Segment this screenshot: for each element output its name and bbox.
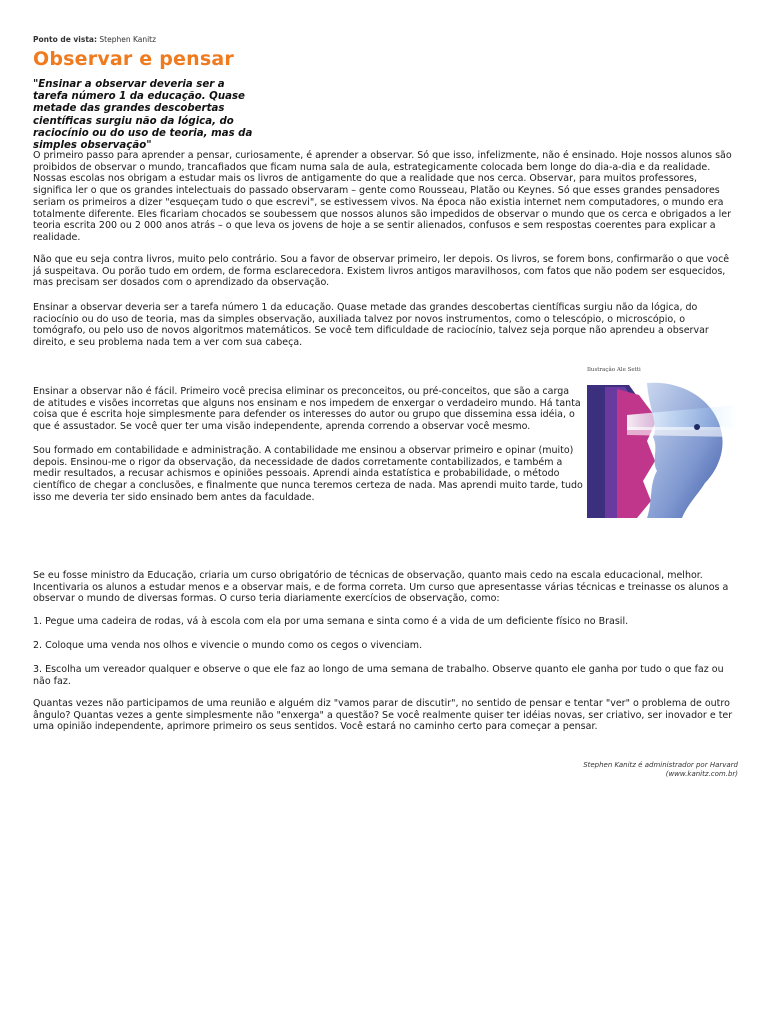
paragraph-2: Não que eu seja contra livros, muito pelo contrário. Sou a favor de observar primeiro, ler depois. Os livros, se forem bons, confirmarão o que você já suspeitava. Ou porão tudo em ordem, de forma esclarecedora. Existem livros antigos maravilhosos, com fatos que não podem ser esquecidos, mas precisam ser dosados com o aprendizado da observação. <box>33 254 730 289</box>
paragraph-5: Sou formado em contabilidade e administração. A contabilidade me ensinou a observar primeiro e opinar (muito) depois. Ensinou-me o rigor da observação, da necessidade de dados corretamente contabilizados, e também a medir resultados, a recusar achismos e opiniões pessoais. Aprendi ainda estatística e probabilidade, o método científico de chegar a conclusões, e finalmente que nunca teremos certeza de nada. Mas aprendi muito tarde, tudo isso me deveria ter sido ensinado bem antes da faculdade. <box>33 445 583 503</box>
signature-line-1: Stephen Kanitz é administrador por Harvard <box>583 761 738 769</box>
signature-line-2: (www.kanitz.com.br) <box>665 770 738 778</box>
byline-label: Ponto de vista: <box>33 35 97 44</box>
byline <box>33 35 156 44</box>
face-profile-image <box>587 375 737 518</box>
paragraph-1: O primeiro passo para aprender a pensar, curiosamente, é aprender a observar. Só que isso, infelizmente, não é ensinado. Hoje nossos alunos são proibidos de observar o mundo, trancafiados que ficam numa sala de aula, estrategicamente colocada bem longe do dia-a-dia e da realidade. Nossas escolas nos obrigam a estudar mais os livros de antigamente do que a realidade que nos cerca. Observar, para muitos professores, significa ler o que os grandes intelectuais do passado observaram – gente como Rousseau, Platão ou Keynes. Só que esses grandes pensadores seriam os primeiros a dizer "esqueçam tudo o que escrevi", se estivessem vivos. Na época não existia internet nem computadores, o mundo era totalmente diferente. Eles ficariam chocados se soubessem que nossos alunos são impedidos de observar o mundo que os cerca e obrigados a ler teoria escrita 200 ou 2 000 anos atrás – o que leva os jovens de hoje a se sentir alienados, confusos e sem respostas coerentes para explicar a realidade. <box>33 150 732 243</box>
pull-quote: "Ensinar a observar deveria ser a tarefa número 1 da educação. Quase metade das grandes descobertas científicas surgiu não da lógica, do raciocínio ou do uso de teoria, mas da simples observação" <box>33 79 253 152</box>
author-signature <box>583 761 738 779</box>
paragraph-3: Ensinar a observar deveria ser a tarefa número 1 da educação. Quase metade das grandes descobertas científicas surgiu não da lógica, do raciocínio ou do uso de teoria, mas da simples observação, auxiliada talvez por novos instrumentos, como o telescópio, o microscópio, o tomógrafo, ou pelo uso de novos algoritmos matemáticos. Se você tem dificuldade de raciocínio, talvez seja porque não aprendeu a observar direito, e seu problema nada tem a ver com sua cabeça. <box>33 302 709 349</box>
article-title: Observar e pensar <box>33 48 234 70</box>
illustration-face <box>587 375 737 518</box>
paragraph-6: Se eu fosse ministro da Educação, criaria um curso obrigatório de técnicas de observação, quanto mais cedo na escala educacional, melhor. Incentivaria os alunos a estudar menos e a observar mais, e de forma correta. Um curso que apresentasse várias técnicas e treinasse os alunos a observar o mundo de diversas formas. O curso teria diariamente exercícios de observação, como: <box>33 570 729 605</box>
list-item-3: 3. Escolha um vereador qualquer e observe o que ele faz ao longo de uma semana de trabalho. Observe quanto ele ganha por tudo o que faz ou não faz. <box>33 664 724 687</box>
byline-author: Stephen Kanitz <box>99 35 157 44</box>
paragraph-4: Ensinar a observar não é fácil. Primeiro você precisa eliminar os preconceitos, ou pré-conceitos, que são a carga de atitudes e visões incorretas que alguns nos ensinam e nos impedem de enxergar o verdadeiro mundo. Há tanta coisa que é escrita hoje simplesmente para defender os interesses do autor ou grupo que dissemina essa idéia, o que é assustador. Se você quer ter uma visão independente, aprenda correndo a observar você mesmo. <box>33 386 581 433</box>
list-item-1: 1. Pegue uma cadeira de rodas, vá à escola com ela por uma semana e sinta como é a vida de um deficiente físico no Brasil. <box>33 616 629 627</box>
illustration-credit: Ilustração Ale Setti <box>587 367 641 373</box>
paragraph-7: Quantas vezes não participamos de uma reunião e alguém diz "vamos parar de discutir", no sentido de pensar e tentar "ver" o problema de outro ângulo? Quantas vezes a gente simplesmente não "enxerga" a questão? Se você realmente quiser ter idéias novas, ser criativo, ser inovador e ter uma opinião independente, aprimore primeiro os seus sentidos. Você estará no caminho certo para começar a pensar. <box>33 698 733 733</box>
list-item-2: 2. Coloque uma venda nos olhos e vivencie o mundo como os cegos o vivenciam. <box>33 640 423 651</box>
